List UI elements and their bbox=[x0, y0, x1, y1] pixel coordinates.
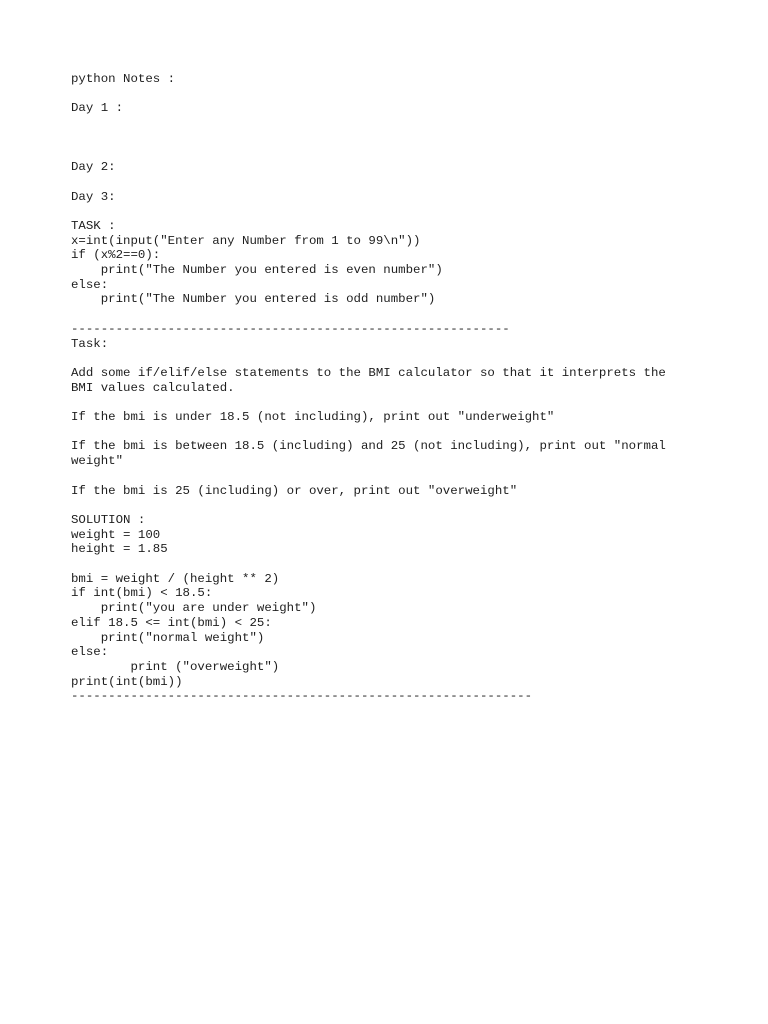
blank-line bbox=[71, 498, 701, 513]
task2-heading: Task: bbox=[71, 336, 109, 351]
solution-heading: SOLUTION : bbox=[71, 512, 146, 527]
day1-heading: Day 1 : bbox=[71, 101, 124, 116]
task1-code-line: if (x%2==0): bbox=[71, 248, 161, 263]
task1-code-line: x=int(input("Enter any Number from 1 to 99\n")) bbox=[71, 233, 421, 248]
divider-line: ----------------------------------------------------------- bbox=[71, 321, 510, 336]
document-title: python Notes : bbox=[71, 72, 176, 86]
task2-rule-overweight: If the bmi is 25 (including) or over, print out "overweight" bbox=[71, 483, 518, 498]
task2-description-line: Add some if/elif/else statements to the BMI calculator so that it interprets the bbox=[71, 365, 666, 380]
day3-heading: Day 3: bbox=[71, 189, 116, 204]
blank-line bbox=[71, 395, 701, 410]
blank-line bbox=[71, 87, 701, 102]
solution-code-line: print(int(bmi)) bbox=[71, 674, 183, 689]
blank-line bbox=[71, 557, 701, 572]
task1-heading: TASK : bbox=[71, 218, 116, 233]
day2-heading: Day 2: bbox=[71, 160, 116, 175]
blank-line bbox=[71, 351, 701, 366]
solution-code-line: print("you are under weight") bbox=[71, 601, 317, 616]
blank-line bbox=[71, 116, 701, 131]
blank-line bbox=[71, 175, 701, 190]
solution-code-line: if int(bmi) < 18.5: bbox=[71, 586, 213, 601]
solution-code-line: else: bbox=[71, 645, 109, 660]
blank-line bbox=[71, 131, 701, 146]
solution-code-line: print ("overweight") bbox=[71, 659, 280, 674]
solution-setup-line: weight = 100 bbox=[71, 527, 161, 542]
solution-setup-line: height = 1.85 bbox=[71, 542, 168, 557]
solution-code-line: print("normal weight") bbox=[71, 630, 265, 645]
document-page bbox=[71, 72, 701, 704]
task1-code-line: print("The Number you entered is even number") bbox=[71, 263, 443, 278]
blank-line bbox=[71, 469, 701, 484]
task2-rule-normal: If the bmi is between 18.5 (including) and 25 (not including), print out "normal bbox=[71, 439, 666, 454]
blank-line bbox=[71, 204, 701, 219]
task2-description-line: BMI values calculated. bbox=[71, 380, 235, 395]
blank-line bbox=[71, 145, 701, 160]
task2-rule-underweight: If the bmi is under 18.5 (not including), print out "underweight" bbox=[71, 410, 555, 425]
solution-code-line: bmi = weight / (height ** 2) bbox=[71, 571, 280, 586]
task1-code-line: print("The Number you entered is odd number") bbox=[71, 292, 436, 307]
task1-code-line: else: bbox=[71, 277, 109, 292]
blank-line bbox=[71, 307, 701, 322]
blank-line bbox=[71, 425, 701, 440]
task2-rule-normal: weight" bbox=[71, 454, 124, 469]
divider-line: -------------------------------------------------------------- bbox=[71, 689, 533, 704]
solution-code-line: elif 18.5 <= int(bmi) < 25: bbox=[71, 615, 272, 630]
